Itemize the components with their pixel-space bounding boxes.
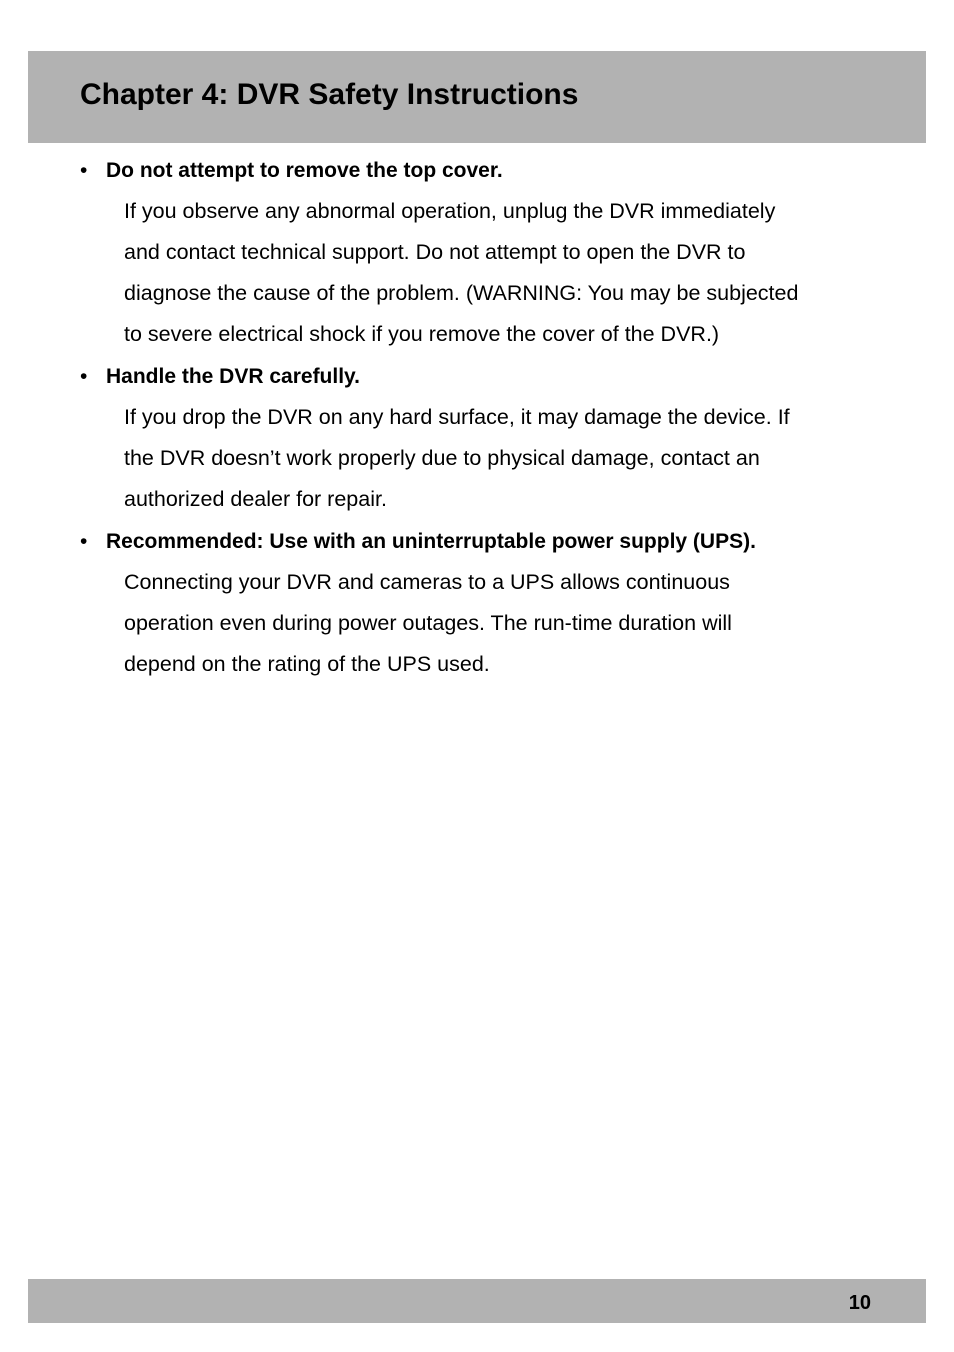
instruction-item-handle-carefully: [80, 357, 880, 520]
page-number: 10: [848, 1292, 871, 1314]
body-line: diagnose the cause of the problem. (WARNING: You may be subjected: [124, 281, 799, 305]
body-line: authorized dealer for repair.: [124, 487, 387, 511]
instruction-body: [124, 191, 884, 355]
safety-instructions-list: [80, 151, 880, 687]
instruction-body: [124, 562, 884, 685]
body-line: the DVR doesn’t work properly due to physical damage, contact an: [124, 446, 760, 470]
bullet-icon: •: [80, 530, 88, 553]
body-line: If you drop the DVR on any hard surface, it may damage the device. If: [124, 405, 790, 429]
body-line: If you observe any abnormal operation, unplug the DVR immediately: [124, 199, 776, 223]
instruction-heading: Recommended: Use with an uninterruptable power supply (UPS).: [106, 530, 756, 553]
body-line: Connecting your DVR and cameras to a UPS allows continuous: [124, 570, 730, 594]
bullet-icon: •: [80, 365, 88, 388]
page-footer-band: [28, 1279, 926, 1323]
chapter-title: Chapter 4: DVR Safety Instructions: [80, 78, 579, 111]
body-line: and contact technical support. Do not attempt to open the DVR to: [124, 240, 746, 264]
instruction-item-ups: [80, 522, 880, 685]
body-line: depend on the rating of the UPS used.: [124, 652, 490, 676]
instruction-heading: Do not attempt to remove the top cover.: [106, 159, 503, 182]
instruction-heading: Handle the DVR carefully.: [106, 365, 361, 388]
body-line: operation even during power outages. The run-time duration will: [124, 611, 732, 635]
chapter-header-band: [28, 51, 926, 143]
bullet-icon: •: [80, 159, 88, 182]
instruction-item-top-cover: [80, 151, 880, 355]
body-line: to severe electrical shock if you remove the cover of the DVR.): [124, 322, 720, 346]
instruction-body: [124, 397, 884, 520]
